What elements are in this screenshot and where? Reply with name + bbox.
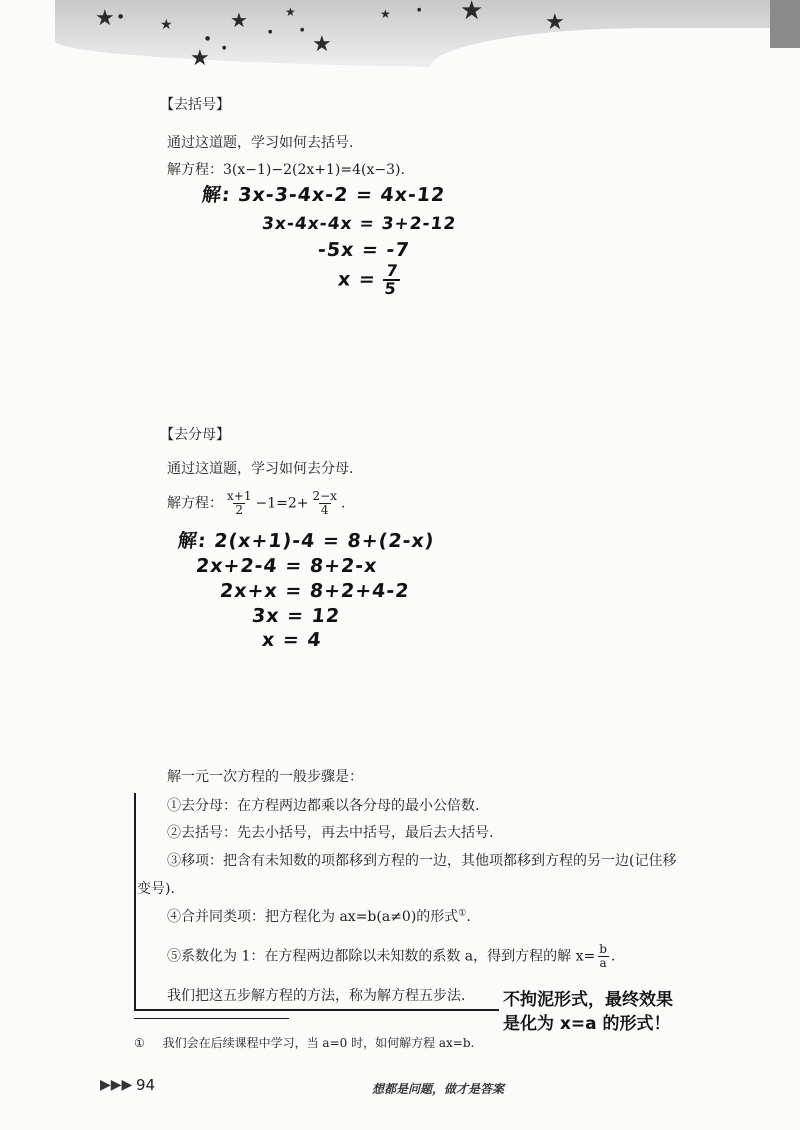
footer-motto: 想都是问题，做才是答案 [372,1082,505,1096]
solution-step: 3x = 12 [250,605,342,627]
summary-step-5-end: . [610,948,616,965]
dot-icon: ● [205,35,211,42]
section-heading: 【去括号】 [160,97,230,113]
dot-icon: ● [300,27,305,33]
dot-icon: ● [222,45,227,51]
problem-equation: 3(x−1)−2(2x+1)=4(x−3). [223,162,405,178]
star-icon: ★ [190,46,210,71]
dot-icon: ● [118,13,124,20]
summary-step-4-text: ④合并同类项：把方程化为 ax=b(a≠0)的形式 [167,909,459,925]
summary-step-3-cont: 变号). [137,881,175,897]
star-icon: ★ [312,32,332,57]
section-intro: 通过这道题，学习如何去括号. [167,135,354,151]
problem-prefix: 解方程： [167,162,223,178]
summary-box-border-bottom [134,1009,499,1011]
final-lhs: x = [336,268,378,291]
star-icon: ★ [95,6,115,31]
star-icon: ★ [160,17,173,33]
fraction [310,490,338,517]
summary-step-4-end: . [466,909,471,925]
section-heading: 【去分母】 [160,427,230,443]
footnote-rule [134,1018,289,1019]
page-number: 94 [136,1076,156,1094]
solution-line [201,186,446,205]
fraction-numerator: 2−x [312,489,337,503]
summary-step-4 [167,910,471,924]
solution-step: 2x+2-4 = 8+2-x [194,555,379,577]
handwritten-note-line2: 是化为 x=a 的形式！ [503,1014,671,1034]
fraction [225,490,253,517]
summary-step-5-text: ⑤系数化为 1：在方程两边都除以未知数的系数 a，得到方程的解 x= [167,948,596,965]
fraction-numerator: x+1 [227,489,252,503]
dot-icon: ● [417,7,422,13]
solution-step: x = 4 [260,629,323,651]
star-icon: ★ [230,8,248,32]
summary-closing: 我们把这五步解方程的方法，称为解方程五步法. [167,988,466,1004]
dot-icon: ● [268,29,273,35]
handwritten-note-line1: 不拘泥形式，最终效果 [503,990,673,1010]
solution-prefix: 解: [200,184,232,206]
problem-prefix: 解方程： [167,495,223,512]
solution-step: 3x-3-4x-2 = 4x-12 [237,184,447,206]
solution-line [177,532,435,551]
problem-statement [167,490,345,517]
summary-step-1: ①去分母：在方程两边都乘以各分母的最小公倍数. [167,798,480,814]
star-icon: ★ [460,0,484,26]
footnote-text: 我们会在后续课程中学习，当 a=0 时，如何解方程 ax=b. [162,1036,475,1050]
star-icon: ★ [380,7,391,21]
solution-prefix: 解: [176,530,208,552]
solution-final [336,263,401,297]
summary-step-5 [167,943,615,970]
fraction-denominator: a [599,956,607,970]
header-banner-edge [770,0,800,48]
summary-step-3: ③移项：把含有未知数的项都移到方程的一边，其他项都移到方程的另一边(记住移 [167,853,677,869]
solution-step: -5x = -7 [316,239,411,261]
summary-step-2: ②去括号：先去小括号，再去中括号，最后去大括号. [167,825,494,841]
star-icon: ★ [545,10,565,35]
page-arrows-icon: ▶▶▶ [100,1077,133,1093]
fraction-denominator: 2 [235,503,244,517]
equation-end: . [340,495,346,512]
section-intro: 通过这道题，学习如何去分母. [167,461,354,477]
footnote-ref: ① [458,908,467,919]
footnote-marker: ① [134,1036,145,1050]
summary-box-border-left [134,793,136,1011]
solution-step: 3x-4x-4x = 3+2-12 [261,214,458,234]
footnote [134,1037,474,1049]
summary-title: 解一元一次方程的一般步骤是： [167,769,363,785]
solution-step: 2(x+1)-4 = 8+(2-x) [213,530,436,552]
fraction-denominator: 5 [383,279,398,298]
fraction-denominator: 4 [320,503,329,517]
fraction-numerator: b [599,942,607,956]
star-icon: ★ [285,5,296,19]
final-fraction [382,263,402,297]
fraction [597,943,609,970]
equation-middle: −1=2+ [255,495,309,512]
problem-statement [167,163,405,177]
fraction-numerator: 7 [385,261,400,280]
solution-step: 2x+x = 8+2+4-2 [218,580,411,602]
